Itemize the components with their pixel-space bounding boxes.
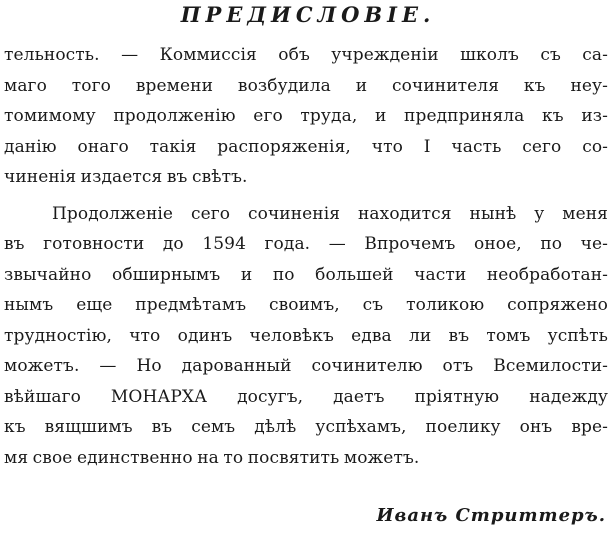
text-line: томимому продолженію его труда, и предприняла къ из- xyxy=(4,106,608,126)
text-line: маго того времени возбудила и сочинителя къ неу- xyxy=(4,75,608,96)
text-line: тельность. — Коммиссія объ учрежденіи школъ съ са- xyxy=(4,45,608,65)
page-heading: ПРЕДИСЛОВIЕ. xyxy=(180,2,436,27)
text-line: данію онаго такія распоряженія, что I часть сего со- xyxy=(4,136,608,157)
text-line: мя свое единственно на то посвятить можетъ. xyxy=(4,447,420,468)
text-line: трудностію, что одинъ человѣкъ едва ли въ томъ успѣть xyxy=(4,325,608,346)
author-signature: Иванъ Стриттеръ. xyxy=(376,505,606,526)
text-line: можетъ. — Но дарованный сочинителю отъ Всемилости- xyxy=(4,356,608,376)
text-line: чиненія издается въ свѣтъ. xyxy=(4,167,248,187)
text-line: къ вящшимъ въ семъ дѣлѣ успѣхамъ, поелику онъ вре- xyxy=(4,417,608,437)
text-line: звычайно обширнымъ и по большей части необработан- xyxy=(4,264,608,285)
text-line: Продолженіе сего сочиненія находится нынѣ у меня xyxy=(52,203,608,224)
body-text xyxy=(4,40,608,473)
text-line: въ готовности до 1594 года. — Впрочемъ оное, по че- xyxy=(4,234,608,254)
text-line: нымъ еще предмѣтамъ своимъ, съ толикою сопряжено xyxy=(4,295,608,315)
text-line: вѣйшаго МОНАРХА досугъ, даетъ пріятную надежду xyxy=(4,386,608,407)
